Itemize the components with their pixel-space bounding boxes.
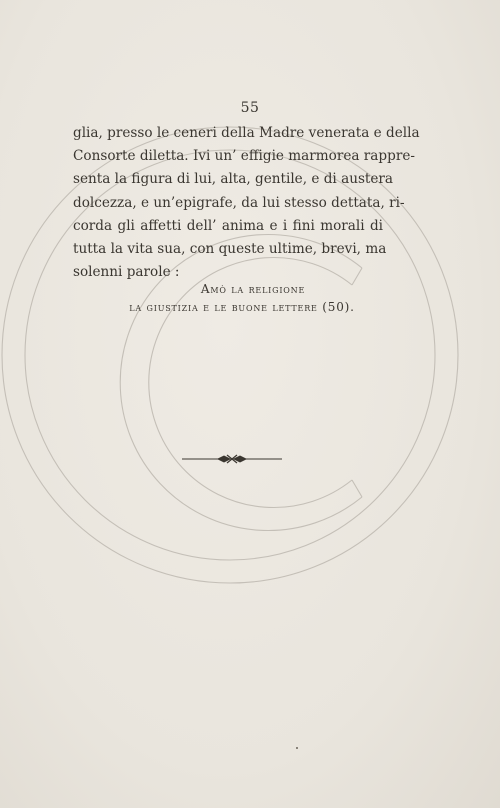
epigraph-line-1 — [3, 282, 500, 296]
text-line: tutta la vita sua, con queste ultime, brevi, ma — [73, 241, 387, 258]
epigraph-text: la giustizia e le buone lettere (50). — [129, 300, 355, 314]
text-line: senta la figura di lui, alta, gentile, e di austera — [73, 171, 394, 188]
epigraph-text: Amò la religione — [200, 282, 306, 296]
paper-speck — [296, 747, 298, 749]
text-line: glia, presso le ceneri della Madre venerata e della — [73, 125, 420, 141]
epigraph-line-2 — [0, 300, 492, 314]
text-line: corda gli affetti dell’ anima e i fini morali di — [73, 217, 383, 234]
body-paragraph — [73, 122, 420, 284]
text-line: dolcezza, e un’epigrafe, da lui stesso dettata, ri- — [73, 194, 405, 211]
text-line: solenni parole : — [73, 264, 180, 281]
text-line: Consorte diletta. Ivi un’ effigie marmorea rappre- — [73, 148, 415, 165]
decorative-rule-icon — [182, 452, 282, 466]
page-number: 55 — [240, 100, 260, 116]
